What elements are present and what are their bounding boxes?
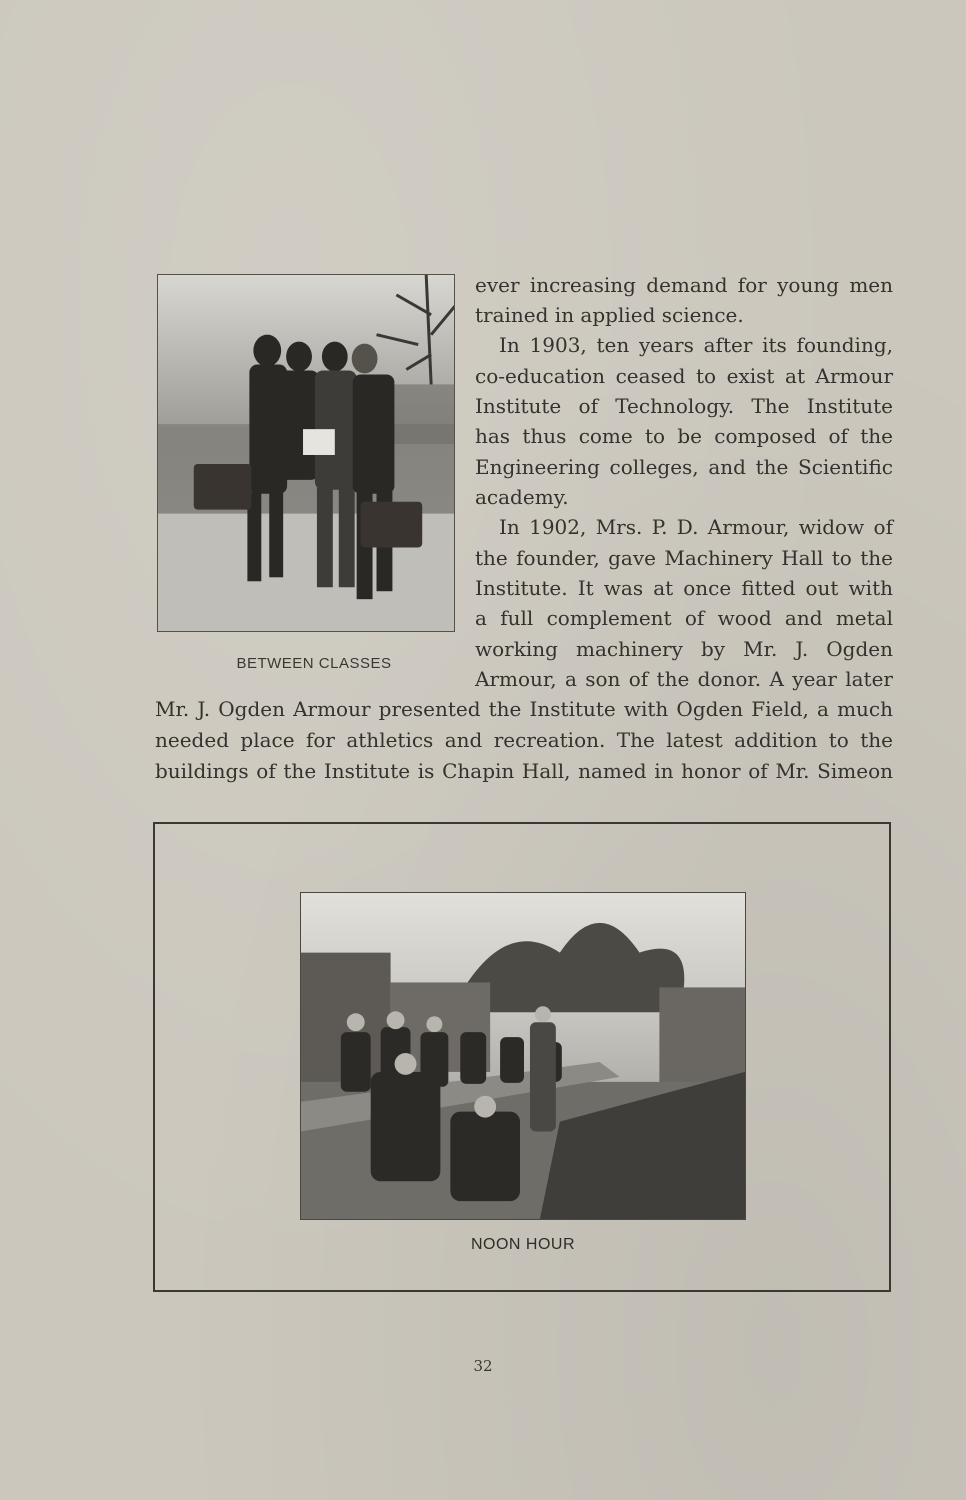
text-line: co-education ceased to exist at Armour	[475, 364, 893, 388]
text-line: Engineering colleges, and the Scientific	[475, 455, 893, 479]
text-line: Institute. It was at once fitted out with	[475, 576, 893, 600]
text-line: has thus come to be composed of the	[475, 424, 893, 448]
text-line: In 1903, ten years after its founding,	[499, 333, 893, 357]
text-line: Institute of Technology. The Institute	[475, 394, 893, 418]
text-line: the founder, gave Machinery Hall to the	[475, 546, 893, 570]
text-line: buildings of the Institute is Chapin Hall, named in honor of Mr. Simeon	[155, 759, 893, 783]
noon-hour-photo	[300, 892, 746, 1220]
text-line: In 1902, Mrs. P. D. Armour, widow of	[499, 515, 893, 539]
text-line: trained in applied science.	[475, 303, 744, 327]
text-line: ever increasing demand for young men	[475, 273, 893, 297]
text-line: needed place for athletics and recreation. The latest addition to the	[155, 728, 893, 752]
text-line: academy.	[475, 485, 569, 509]
between-classes-photo	[157, 274, 455, 632]
page-number: 32	[473, 1357, 493, 1375]
noon-hour-caption: NOON HOUR	[470, 1236, 576, 1253]
text-line: Armour, a son of the donor. A year later	[475, 667, 893, 691]
text-line: Mr. J. Ogden Armour presented the Institute with Ogden Field, a much	[155, 697, 893, 721]
text-line: a full complement of wood and metal	[475, 606, 893, 630]
text-line: working machinery by Mr. J. Ogden	[475, 637, 893, 661]
between-classes-caption: BETWEEN CLASSES	[236, 655, 392, 672]
